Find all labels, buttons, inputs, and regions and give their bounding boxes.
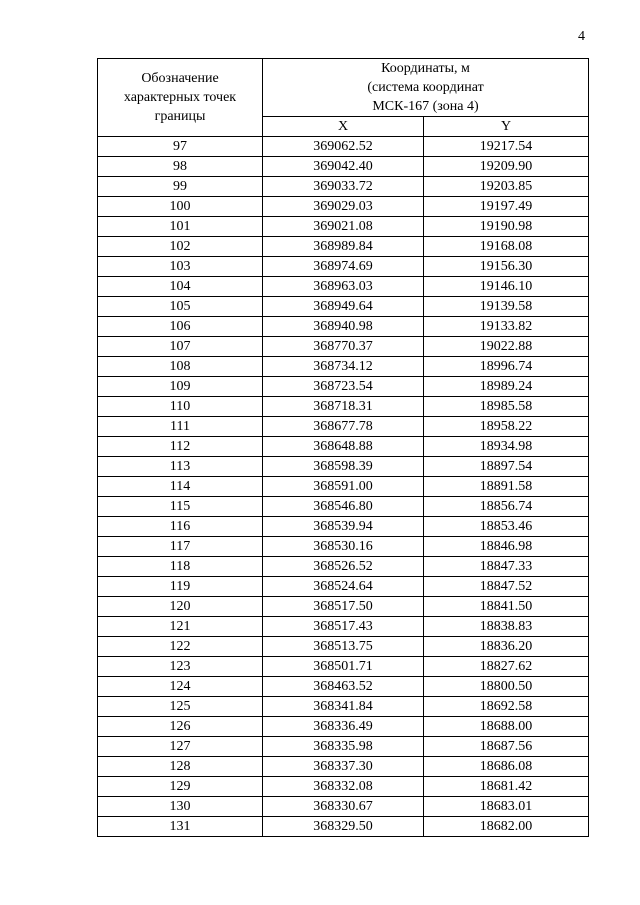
point-number-cell: 107	[98, 337, 263, 357]
y-coordinate-cell: 18958.22	[424, 417, 589, 437]
table-row	[98, 517, 589, 537]
x-coordinate-cell: 368598.39	[263, 457, 424, 477]
table-row	[98, 197, 589, 217]
point-number-cell: 131	[98, 817, 263, 837]
y-coordinate-cell: 19022.88	[424, 337, 589, 357]
y-coordinate-cell: 19168.08	[424, 237, 589, 257]
table-row	[98, 317, 589, 337]
coordinates-table	[97, 58, 589, 837]
y-coordinate-cell: 18838.83	[424, 617, 589, 637]
table-row	[98, 217, 589, 237]
table-row	[98, 657, 589, 677]
y-coordinate-cell: 18683.01	[424, 797, 589, 817]
x-coordinate-cell: 368501.71	[263, 657, 424, 677]
table-row	[98, 677, 589, 697]
y-coordinate-cell: 18989.24	[424, 377, 589, 397]
table-row	[98, 457, 589, 477]
x-coordinate-cell: 368336.49	[263, 717, 424, 737]
x-coordinate-cell: 368524.64	[263, 577, 424, 597]
point-number-cell: 115	[98, 497, 263, 517]
point-number-cell: 106	[98, 317, 263, 337]
point-header-line-1: Обозначение	[141, 71, 219, 86]
y-coordinate-cell: 18841.50	[424, 597, 589, 617]
point-number-cell: 97	[98, 137, 263, 157]
x-coordinate-cell: 368517.50	[263, 597, 424, 617]
table-row	[98, 597, 589, 617]
table-row	[98, 297, 589, 317]
point-number-cell: 128	[98, 757, 263, 777]
y-coordinate-cell: 18897.54	[424, 457, 589, 477]
y-coordinate-cell: 18853.46	[424, 517, 589, 537]
y-coordinate-cell: 19156.30	[424, 257, 589, 277]
x-coordinate-cell: 368974.69	[263, 257, 424, 277]
point-header-line-2: характерных точек	[123, 90, 237, 105]
point-number-cell: 126	[98, 717, 263, 737]
point-number-cell: 109	[98, 377, 263, 397]
point-designation-header	[98, 59, 263, 137]
table-row	[98, 397, 589, 417]
y-coordinate-cell: 18847.33	[424, 557, 589, 577]
table-row	[98, 697, 589, 717]
table-row	[98, 757, 589, 777]
point-number-cell: 116	[98, 517, 263, 537]
y-coordinate-cell: 18996.74	[424, 357, 589, 377]
x-coordinate-cell: 368517.43	[263, 617, 424, 637]
point-number-cell: 121	[98, 617, 263, 637]
point-number-cell: 120	[98, 597, 263, 617]
table-row	[98, 157, 589, 177]
x-coordinate-cell: 368677.78	[263, 417, 424, 437]
x-coordinate-cell: 368648.88	[263, 437, 424, 457]
x-coordinate-cell: 368330.67	[263, 797, 424, 817]
x-coordinate-cell: 368546.80	[263, 497, 424, 517]
table-row	[98, 557, 589, 577]
coordinates-header	[263, 59, 589, 117]
x-coordinate-cell: 369042.40	[263, 157, 424, 177]
y-coordinate-cell: 19139.58	[424, 297, 589, 317]
table-row	[98, 277, 589, 297]
table-row	[98, 477, 589, 497]
page-number: 4	[578, 29, 585, 44]
table-row	[98, 177, 589, 197]
point-header-line-3: границы	[154, 109, 206, 124]
x-coordinate-cell: 368940.98	[263, 317, 424, 337]
table-row	[98, 737, 589, 757]
y-coordinate-cell: 18686.08	[424, 757, 589, 777]
x-coordinate-cell: 369062.52	[263, 137, 424, 157]
x-coordinate-cell: 368770.37	[263, 337, 424, 357]
point-number-cell: 103	[98, 257, 263, 277]
point-number-cell: 129	[98, 777, 263, 797]
x-column-header: X	[263, 117, 424, 137]
x-coordinate-cell: 368337.30	[263, 757, 424, 777]
table-row	[98, 257, 589, 277]
coords-header-line-1: Координаты, м	[381, 61, 470, 76]
y-coordinate-cell: 18846.98	[424, 537, 589, 557]
y-coordinate-cell: 19146.10	[424, 277, 589, 297]
x-coordinate-cell: 368341.84	[263, 697, 424, 717]
x-coordinate-cell: 368463.52	[263, 677, 424, 697]
x-coordinate-cell: 368734.12	[263, 357, 424, 377]
table-row	[98, 357, 589, 377]
point-number-cell: 100	[98, 197, 263, 217]
point-number-cell: 110	[98, 397, 263, 417]
point-number-cell: 123	[98, 657, 263, 677]
x-coordinate-cell: 368329.50	[263, 817, 424, 837]
point-number-cell: 99	[98, 177, 263, 197]
table-row	[98, 497, 589, 517]
point-number-cell: 111	[98, 417, 263, 437]
point-number-cell: 104	[98, 277, 263, 297]
y-coordinate-cell: 18692.58	[424, 697, 589, 717]
coords-header-line-2: (система координат	[367, 80, 484, 95]
point-number-cell: 108	[98, 357, 263, 377]
table-body	[98, 137, 589, 837]
y-coordinate-cell: 19209.90	[424, 157, 589, 177]
y-coordinate-cell: 18687.56	[424, 737, 589, 757]
y-coordinate-cell: 19197.49	[424, 197, 589, 217]
y-coordinate-cell: 18934.98	[424, 437, 589, 457]
coords-header-line-3: МСК-167 (зона 4)	[372, 99, 479, 114]
x-coordinate-cell: 368526.52	[263, 557, 424, 577]
point-number-cell: 125	[98, 697, 263, 717]
table-row	[98, 537, 589, 557]
x-coordinate-cell: 368539.94	[263, 517, 424, 537]
point-number-cell: 124	[98, 677, 263, 697]
table-row	[98, 437, 589, 457]
point-number-cell: 114	[98, 477, 263, 497]
point-number-cell: 98	[98, 157, 263, 177]
y-coordinate-cell: 19190.98	[424, 217, 589, 237]
x-coordinate-cell: 368530.16	[263, 537, 424, 557]
x-coordinate-cell: 368332.08	[263, 777, 424, 797]
table-row	[98, 617, 589, 637]
y-coordinate-cell: 19217.54	[424, 137, 589, 157]
table-row	[98, 797, 589, 817]
x-coordinate-cell: 368723.54	[263, 377, 424, 397]
y-coordinate-cell: 18688.00	[424, 717, 589, 737]
point-number-cell: 112	[98, 437, 263, 457]
y-coordinate-cell: 18836.20	[424, 637, 589, 657]
y-coordinate-cell: 18800.50	[424, 677, 589, 697]
x-coordinate-cell: 368963.03	[263, 277, 424, 297]
y-coordinate-cell: 18681.42	[424, 777, 589, 797]
y-coordinate-cell: 18682.00	[424, 817, 589, 837]
x-coordinate-cell: 368989.84	[263, 237, 424, 257]
point-number-cell: 105	[98, 297, 263, 317]
y-coordinate-cell: 18847.52	[424, 577, 589, 597]
table-row	[98, 777, 589, 797]
x-coordinate-cell: 368335.98	[263, 737, 424, 757]
table-row	[98, 717, 589, 737]
y-coordinate-cell: 18985.58	[424, 397, 589, 417]
table-row	[98, 337, 589, 357]
point-number-cell: 127	[98, 737, 263, 757]
x-coordinate-cell: 368949.64	[263, 297, 424, 317]
point-number-cell: 130	[98, 797, 263, 817]
point-number-cell: 122	[98, 637, 263, 657]
table-row	[98, 237, 589, 257]
table-row	[98, 137, 589, 157]
y-coordinate-cell: 18891.58	[424, 477, 589, 497]
point-number-cell: 118	[98, 557, 263, 577]
point-number-cell: 117	[98, 537, 263, 557]
x-coordinate-cell: 368718.31	[263, 397, 424, 417]
table-row	[98, 637, 589, 657]
x-coordinate-cell: 368591.00	[263, 477, 424, 497]
y-coordinate-cell: 18827.62	[424, 657, 589, 677]
y-coordinate-cell: 19203.85	[424, 177, 589, 197]
x-coordinate-cell: 368513.75	[263, 637, 424, 657]
x-coordinate-cell: 369021.08	[263, 217, 424, 237]
table-row	[98, 817, 589, 837]
point-number-cell: 113	[98, 457, 263, 477]
point-number-cell: 101	[98, 217, 263, 237]
point-number-cell: 102	[98, 237, 263, 257]
y-column-header: Y	[424, 117, 589, 137]
x-coordinate-cell: 369033.72	[263, 177, 424, 197]
y-coordinate-cell: 19133.82	[424, 317, 589, 337]
point-number-cell: 119	[98, 577, 263, 597]
table-row	[98, 417, 589, 437]
table-row	[98, 577, 589, 597]
y-coordinate-cell: 18856.74	[424, 497, 589, 517]
table-row	[98, 377, 589, 397]
x-coordinate-cell: 369029.03	[263, 197, 424, 217]
